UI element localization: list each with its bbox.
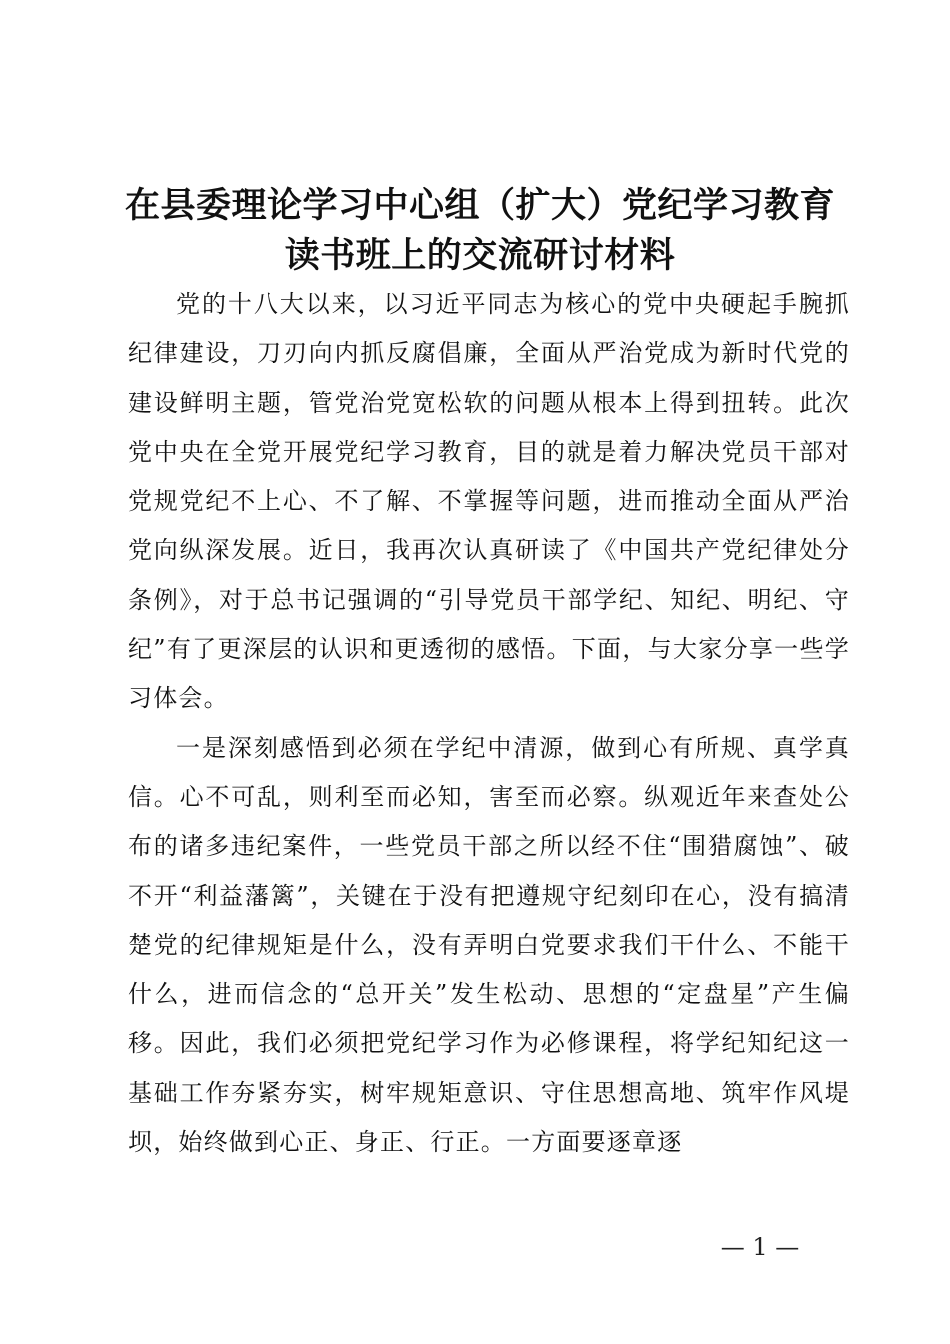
- paragraph-point-one: 一是深刻感悟到必须在学纪中清源，做到心有所规、真学真信。心不可乱，则利至而必知，害至而必察。纵观近年来查处公布的诸多违纪案件，一些党员干部之所以经不住“围猎腐蚀”、破不开“利益藩篱”，关键在于没有把遵规守纪刻印在心，没有搞清楚党的纪律规矩是什么，没有弄明白党要求我们干什么、不能干什么，进而信念的“总开关”发生松动、思想的“定盘星”产生偏移。因此，我们必须把党纪学习作为必修课程，将学纪知纪这一基础工作夯紧夯实，树牢规矩意识、守住思想高地、筑牢作风堤坝，始终做到心正、身正、行正。一方面要逐章逐: [128, 733, 850, 1157]
- paragraph-intro: 党的十八大以来，以习近平同志为核心的党中央硬起手腕抓纪律建设，刀刃向内抓反腐倡廉，全面从严治党成为新时代党的建设鲜明主题，管党治党宽松软的问题从根本上得到扭转。此次党中央在全党开展党纪学习教育，目的就是着力解决党员干部对党规党纪不上心、不了解、不掌握等问题，进而推动全面从严治党向纵深发展。近日，我再次认真研读了《中国共产党纪律处分条例》，对于总书记强调的“引导党员干部学纪、知纪、明纪、守纪”有了更深层的认识和更透彻的感悟。下面，与大家分享一些学习体会。: [128, 290, 850, 713]
- document-title-line-2: 读书班上的交流研讨材料: [284, 236, 676, 276]
- page-number: — 1 —: [720, 1233, 800, 1261]
- document-title-line-1: 在县委理论学习中心组（扩大）党纪学习教育: [124, 186, 835, 226]
- document-body: [128, 280, 850, 1167]
